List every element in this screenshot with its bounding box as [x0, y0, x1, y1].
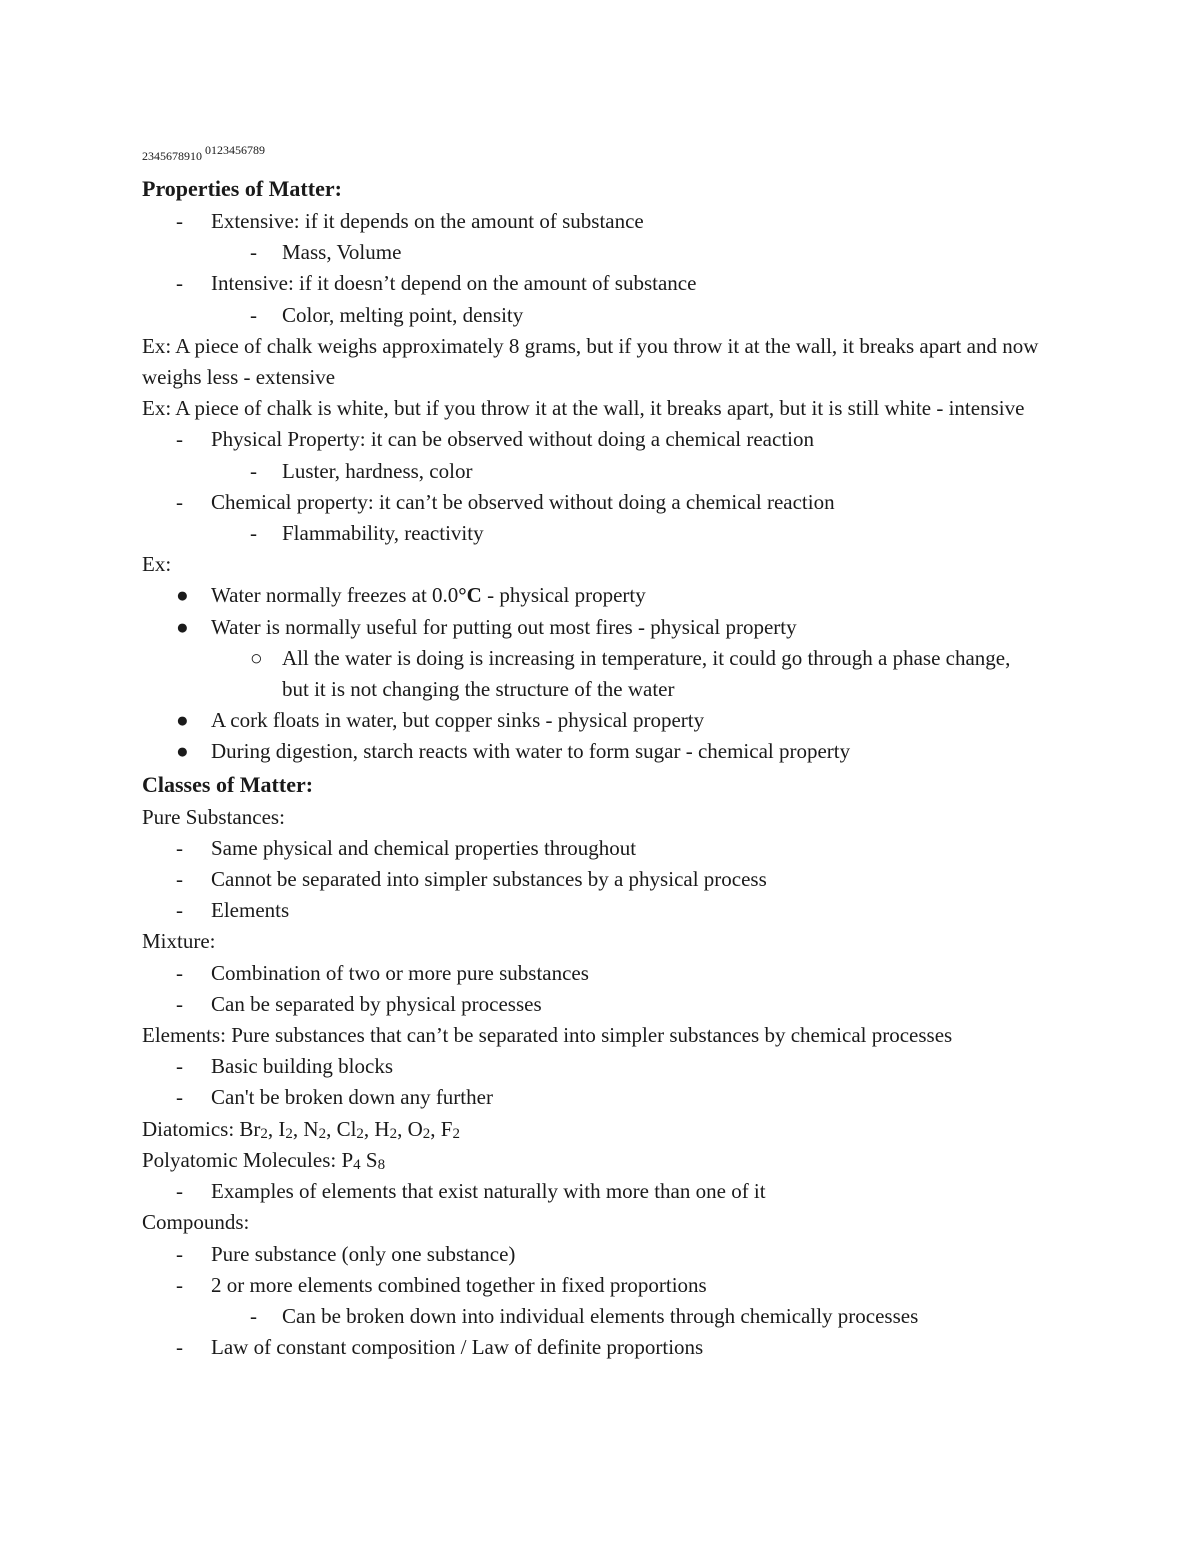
list-item: - Combination of two or more pure substances — [142, 958, 1072, 989]
dash-marker: - — [176, 489, 183, 514]
list-item: - Pure substance (only one substance) — [142, 1239, 1072, 1270]
example-extensive: Ex: A piece of chalk weighs approximately 8 grams, but if you throw it at the wall, it breaks apart and now weighs less - extensive — [142, 333, 1039, 390]
bullet-marker: ● — [176, 739, 189, 764]
chemical-formula: $I_2$ — [278, 1116, 293, 1142]
dash-marker: - — [176, 1335, 183, 1360]
list-item: - Extensive: if it depends on the amount of substance — [142, 206, 1072, 237]
list-item: - Can't be broken down any further — [142, 1082, 1072, 1113]
dash-marker: - — [176, 960, 183, 985]
list-item: - Can be broken down into individual elements through chemically processes — [142, 1301, 1072, 1332]
circle-marker: ○ — [250, 645, 263, 670]
dash-marker: - — [176, 898, 183, 923]
properties-heading: Properties of Matter: — [142, 176, 342, 201]
dash-marker: - — [176, 867, 183, 892]
chemical-formula: $Br_2$ — [239, 1116, 268, 1142]
dash-marker: - — [250, 521, 257, 546]
pure-label: Pure Substances: — [142, 804, 285, 829]
dash-marker: - — [250, 302, 257, 327]
header-digits — [142, 138, 1072, 172]
dash-marker: - — [176, 1179, 183, 1204]
list-item: - Basic building blocks — [142, 1051, 1072, 1082]
list-item: - Flammability, reactivity — [142, 518, 1072, 549]
header-digits-left: 2345678910 — [142, 149, 202, 163]
bullet-item: ● During digestion, starch reacts with water to form sugar - chemical property — [142, 736, 1072, 767]
bullet-marker: ● — [176, 614, 189, 639]
dash-marker: - — [250, 458, 257, 483]
document-content — [142, 138, 1072, 1363]
ex-label: Ex: — [142, 552, 172, 577]
list-item: - Color, melting point, density — [142, 300, 1072, 331]
bullet-subitem: ○ All the water is doing is increasing in temperature, it could go through a phase change, but it is not changing the structure of the water — [142, 643, 1042, 705]
list-item: - Mass, Volume — [142, 237, 1072, 268]
dash-marker: - — [176, 427, 183, 452]
dash-marker: - — [176, 1241, 183, 1266]
dash-marker: - — [250, 1303, 257, 1328]
chemical-formula: $P_4$ — [341, 1147, 361, 1173]
chemical-formula: $Cl_2$ — [336, 1116, 364, 1142]
dash-marker: - — [176, 835, 183, 860]
polyatomic-line: Polyatomic Molecules: $P_4$ $S_8$ — [142, 1147, 386, 1173]
list-item: - Law of constant composition / Law of definite proportions — [142, 1332, 1072, 1363]
list-item: - Elements — [142, 895, 1072, 926]
dash-marker: - — [176, 1085, 183, 1110]
dash-marker: - — [176, 209, 183, 233]
bullet-item: ● A cork floats in water, but copper sinks - physical property — [142, 705, 1072, 736]
diatomics-line: Diatomics: $Br_2$, $I_2$, $N_2$, $Cl_2$, $H_2$, $O_2$, $F_2$ — [142, 1116, 460, 1142]
bullet-item: ● Water normally freezes at 0.0°C - physical property — [142, 580, 1072, 611]
dash-marker: - — [250, 240, 257, 265]
list-item: - 2 or more elements combined together in fixed proportions — [142, 1270, 1072, 1301]
diatomics-formulas: $Br_2$, $I_2$, $N_2$, $Cl_2$, $H_2$, $O_2$, $F_2$ — [239, 1116, 460, 1142]
chemical-formula: $O_2$ — [407, 1116, 431, 1142]
list-item: - Can be separated by physical processes — [142, 989, 1072, 1020]
list-item: - Examples of elements that exist naturally with more than one of it — [142, 1176, 1072, 1207]
example-intensive: Ex: A piece of chalk is white, but if you throw it at the wall, it breaks apart, but it is still white - intensive — [142, 396, 1025, 421]
dash-marker: - — [176, 1054, 183, 1079]
list-item: - Luster, hardness, color — [142, 456, 1072, 487]
classes-heading: Classes of Matter: — [142, 771, 314, 797]
list-item: - Cannot be separated into simpler substances by a physical process — [142, 864, 1072, 895]
chemical-formula: $N_2$ — [303, 1116, 327, 1142]
compounds-label: Compounds: — [142, 1210, 250, 1235]
dash-marker: - — [176, 991, 183, 1016]
elements-line: Elements: Pure substances that can’t be separated into simpler substances by chemical processes — [142, 1023, 953, 1048]
list-item: - Same physical and chemical properties throughout — [142, 833, 1072, 864]
dash-marker: - — [176, 271, 183, 296]
chemical-formula: $F_2$ — [440, 1116, 460, 1142]
bullet-marker: ● — [176, 583, 189, 608]
polyatomic-formulas — [341, 1148, 385, 1172]
chemical-formula: $S_8$ — [365, 1147, 386, 1173]
list-item: - Intensive: if it doesn’t depend on the amount of substance — [142, 268, 1072, 299]
mixture-label: Mixture: — [142, 929, 216, 954]
header-digits-right: 0123456789 — [205, 143, 265, 157]
list-item: - Physical Property: it can be observed without doing a chemical reaction — [142, 424, 1072, 455]
list-item: - Chemical property: it can’t be observed without doing a chemical reaction — [142, 487, 1072, 518]
bullet-marker: ● — [176, 708, 189, 733]
chemical-formula: $H_2$ — [374, 1116, 398, 1142]
bullet-item: ● Water is normally useful for putting out most fires - physical property — [142, 612, 1072, 643]
dash-marker: - — [176, 1272, 183, 1297]
